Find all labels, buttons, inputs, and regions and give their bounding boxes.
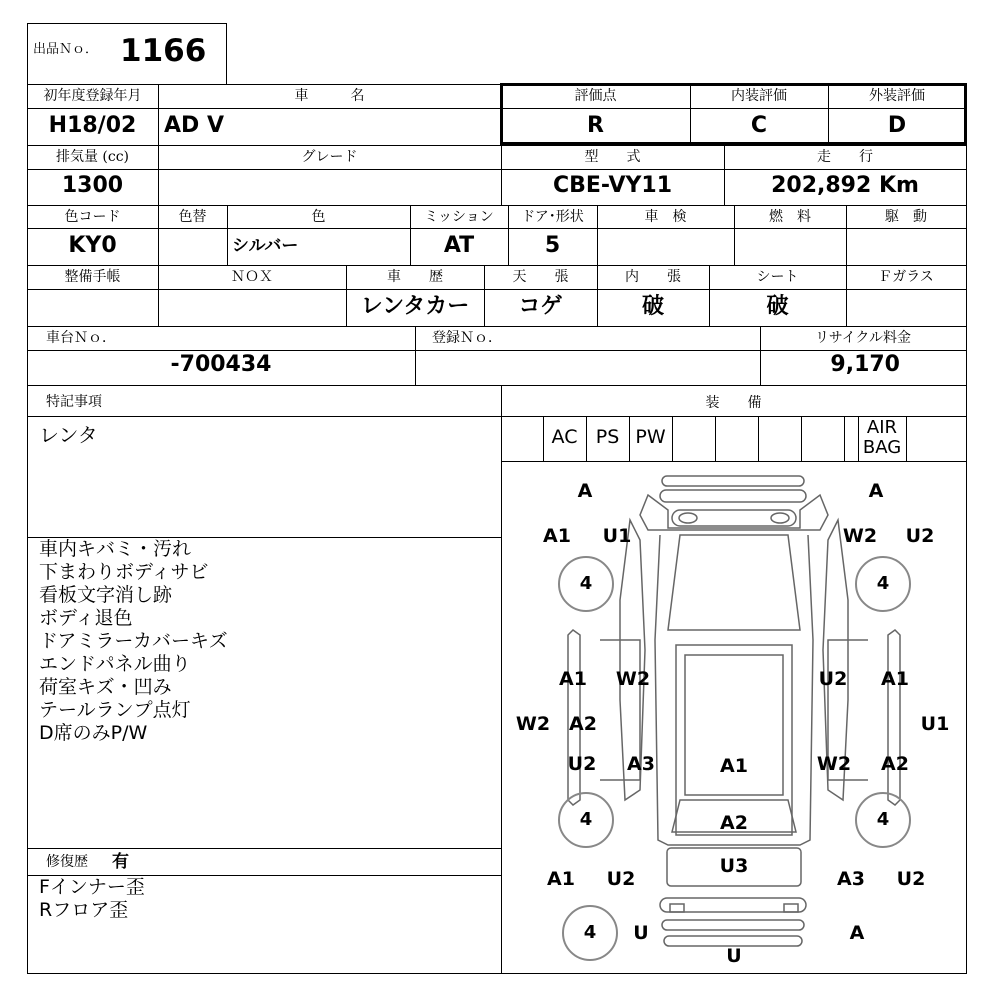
damage-mark: W2 bbox=[515, 713, 551, 735]
color-code-value: KY0 bbox=[68, 233, 117, 258]
reg-date-label: 初年度登録年月 bbox=[43, 88, 142, 104]
front-glass-label: Ｆガラス bbox=[878, 269, 934, 285]
note-line: 荷室キズ・凹み bbox=[39, 676, 172, 698]
color-value: シルバー bbox=[232, 236, 299, 256]
exterior-value: D bbox=[887, 113, 907, 138]
damage-mark: A1 bbox=[543, 525, 571, 547]
damage-mark: W2 bbox=[816, 753, 852, 775]
recycle-value: 9,170 bbox=[830, 352, 900, 377]
drive-label: 駆 動 bbox=[885, 209, 927, 225]
displacement-label: 排気量 (cc) bbox=[55, 149, 130, 165]
note-line: 車内キバミ・汚れ bbox=[39, 538, 192, 560]
mission-value: AT bbox=[443, 233, 475, 258]
damage-mark: U2 bbox=[606, 868, 636, 890]
damage-mark: A1 bbox=[720, 755, 748, 777]
damage-mark: A bbox=[868, 480, 884, 502]
interior-value: C bbox=[750, 113, 768, 138]
fuel-label: 燃 料 bbox=[769, 209, 811, 225]
notes-top: レンタ bbox=[39, 423, 98, 447]
trim-label: 内 張 bbox=[625, 269, 681, 285]
chassis-value: -700434 bbox=[170, 352, 272, 377]
seat-value: 破 bbox=[766, 294, 789, 319]
mileage-value: 202,892 Km bbox=[771, 173, 919, 198]
model-label: 型 式 bbox=[584, 149, 641, 165]
notes-list bbox=[39, 538, 228, 745]
repair-line: Rフロア歪 bbox=[39, 899, 129, 921]
note-line: ボディ退色 bbox=[39, 607, 133, 629]
model-value: CBE-VY11 bbox=[552, 173, 673, 198]
seat-label: シート bbox=[756, 269, 799, 285]
tire-fr: 4 bbox=[855, 556, 911, 612]
damage-mark: A1 bbox=[547, 868, 575, 890]
tire-fl: 4 bbox=[558, 556, 614, 612]
damage-mark: A2 bbox=[569, 713, 597, 735]
chassis-label: 車台Ｎｏ． bbox=[46, 330, 116, 346]
notes-label: 特記事項 bbox=[46, 394, 102, 410]
damage-mark: A2 bbox=[881, 753, 909, 775]
color-code-label: 色コード bbox=[64, 209, 121, 225]
ceiling-label: 天 張 bbox=[512, 269, 569, 285]
damage-mark: U1 bbox=[602, 525, 632, 547]
repair-list bbox=[39, 876, 145, 922]
tire-rr: 4 bbox=[855, 792, 911, 848]
repair-label: 修復歴 bbox=[46, 854, 88, 870]
displacement-value: 1300 bbox=[61, 173, 124, 198]
mission-label: ミッション bbox=[424, 209, 494, 225]
damage-mark: W2 bbox=[842, 525, 878, 547]
ceiling-value: コゲ bbox=[518, 294, 563, 319]
car-name-label: 車 名 bbox=[294, 88, 365, 104]
note-line: エンドパネル曲り bbox=[39, 653, 191, 675]
equip-ps: PS bbox=[595, 426, 620, 448]
lot-label: 出品Ｎｏ． bbox=[33, 42, 99, 57]
score-value: R bbox=[587, 113, 604, 138]
note-line: D席のみP/W bbox=[39, 722, 148, 744]
tire-rl: 4 bbox=[558, 792, 614, 848]
damage-mark: A bbox=[849, 922, 865, 944]
damage-mark: A1 bbox=[881, 668, 909, 690]
note-line: 看板文字消し跡 bbox=[39, 584, 173, 606]
equip-airbag: AIR BAG bbox=[862, 417, 902, 458]
damage-mark: A3 bbox=[627, 753, 655, 775]
history-label: 車 歴 bbox=[387, 269, 443, 285]
nox-label: ＮＯＸ bbox=[231, 269, 273, 285]
door-label: ドア･形状 bbox=[521, 209, 584, 225]
damage-mark: U2 bbox=[896, 868, 926, 890]
maintenance-label: 整備手帳 bbox=[64, 269, 121, 285]
damage-mark: U2 bbox=[818, 668, 848, 690]
damage-mark: A1 bbox=[559, 668, 587, 690]
history-value: レンタカー bbox=[360, 294, 470, 319]
damage-mark: U bbox=[726, 945, 742, 967]
damage-mark: U2 bbox=[905, 525, 935, 547]
equip-pw: PW bbox=[635, 426, 666, 448]
repair-value: 有 bbox=[112, 852, 129, 872]
reg-date-value: H18/02 bbox=[48, 113, 137, 138]
color-label: 色 bbox=[311, 209, 326, 225]
lot-number: 1166 bbox=[120, 33, 207, 69]
note-line: ドアミラーカバーキズ bbox=[39, 630, 228, 652]
car-name-value: AD V bbox=[164, 113, 224, 138]
reg-no-label: 登録Ｎｏ． bbox=[432, 330, 502, 346]
mileage-label: 走 行 bbox=[817, 149, 873, 165]
damage-mark: U3 bbox=[719, 855, 749, 877]
door-value: 5 bbox=[544, 233, 561, 258]
damage-mark: U2 bbox=[567, 753, 597, 775]
trim-value: 破 bbox=[641, 294, 664, 319]
repair-line: Fインナー歪 bbox=[39, 876, 145, 898]
damage-mark: A2 bbox=[720, 812, 748, 834]
damage-mark: U bbox=[633, 922, 649, 944]
damage-mark: A3 bbox=[837, 868, 865, 890]
damage-mark: A bbox=[577, 480, 593, 502]
damage-mark: U1 bbox=[920, 713, 950, 735]
interior-label: 内装評価 bbox=[731, 88, 787, 104]
grade-label: グレード bbox=[301, 149, 358, 165]
score-label: 評価点 bbox=[574, 88, 617, 104]
repaint-label: 色替 bbox=[178, 209, 207, 225]
exterior-label: 外装評価 bbox=[869, 88, 925, 104]
recycle-label: リサイクル料金 bbox=[814, 330, 912, 346]
note-line: テールランプ点灯 bbox=[39, 699, 191, 721]
equipment-label: 装 備 bbox=[705, 395, 762, 411]
tire-spare: 4 bbox=[562, 905, 618, 961]
inspection-label: 車 検 bbox=[644, 209, 687, 225]
note-line: 下まわりボディサビ bbox=[39, 561, 209, 583]
damage-mark: W2 bbox=[615, 668, 651, 690]
equip-ac: AC bbox=[551, 426, 578, 448]
